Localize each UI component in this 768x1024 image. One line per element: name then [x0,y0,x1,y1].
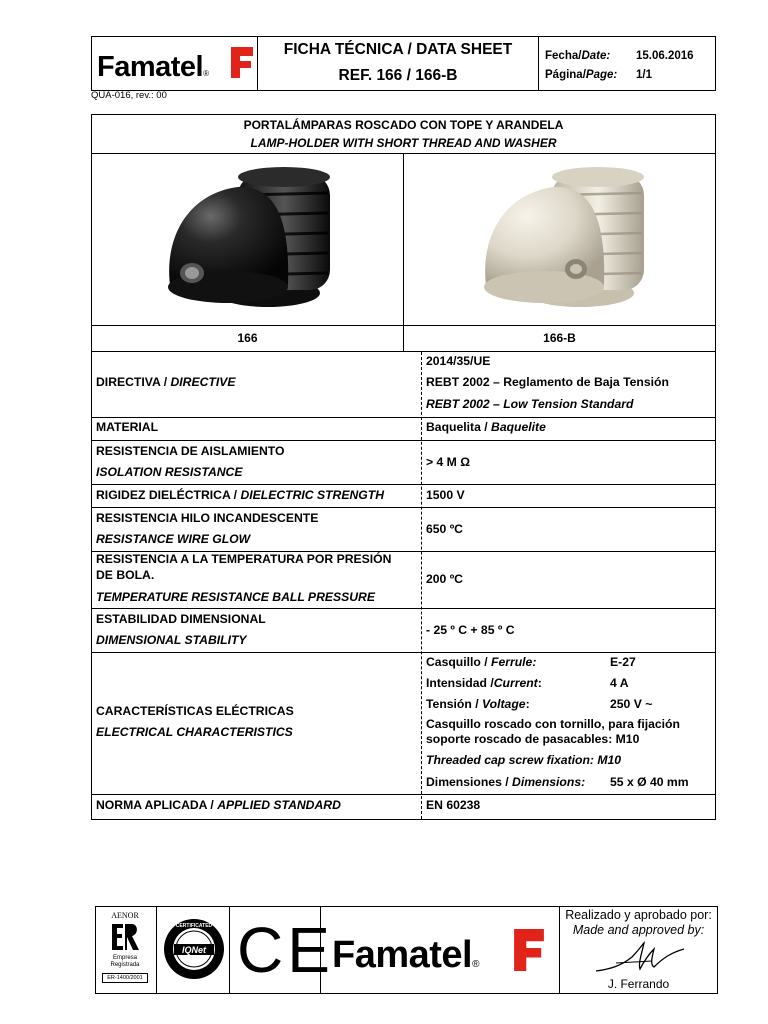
iqnet-seal-icon [162,917,226,981]
stability-label-es: ESTABILIDAD DIMENSIONAL [96,612,266,626]
directive-label: DIRECTIVA / DIRECTIVE [96,375,236,389]
date-label: Fecha/Date: [545,50,611,62]
ce-mark [229,907,334,993]
current-value: 4 A [610,676,629,690]
document-footer [95,906,718,994]
approved-by-es: Realizado y aprobado por: [565,908,712,922]
directive-value-1: 2014/35/UE [426,354,491,368]
approved-by-en: Made and approved by: [572,923,705,937]
document-code: QUA-016, rev.: 00 [91,90,167,101]
iqnet-label: IQNet [181,945,207,955]
header-meta-cell [539,37,715,90]
ball-pressure-value: 200 ºC [426,572,463,586]
dielectric-value: 1500 V [426,488,465,502]
standard-value: EN 60238 [426,798,481,812]
product-title-en: LAMP-HOLDER WITH SHORT THREAD AND WASHER [250,136,557,150]
famatel-f-logo-icon [231,47,253,78]
reference-166: 166 [237,331,258,345]
aenor-er-icon [110,922,140,952]
header-logo-cell [92,37,258,90]
isolation-value: > 4 M Ω [426,455,470,469]
voltage-label: Tensión / Voltage: [426,697,530,711]
signature-image [592,939,692,977]
ball-pressure-label-es-1: RESISTENCIA A LA TEMPERATURA POR PRESIÓN [96,552,392,566]
directive-value-2: REBT 2002 – Reglamento de Baja Tensión [426,375,669,389]
electrical-label-es: CARACTERÍSTICAS ELÉCTRICAS [96,704,294,718]
ferrule-value: E-27 [610,655,636,669]
ferrule-label: Casquillo / Ferrule: [426,655,537,669]
page-value: 1/1 [636,69,652,81]
header-title-cell [258,37,539,90]
electrical-label-en: ELECTRICAL CHARACTERISTICS [96,725,293,739]
isolation-label-es: RESISTENCIA DE AISLAMIENTO [96,444,285,458]
material-value: Baquelita / Baquelite [426,420,546,434]
page-label: Página/Page: [545,69,618,81]
spec-table [91,114,716,820]
ce-mark-text: CE [237,914,334,986]
footer-famatel-logo-text: Famatel® [332,934,479,976]
lamp-holder-166-image [150,165,340,315]
current-label: Intensidad /Current: [426,676,542,690]
footer-famatel-f-logo-icon [514,929,544,971]
document-header [91,36,716,91]
svg-text:CERTIFICATED: CERTIFICATED [175,923,213,929]
datasheet-reference: REF. 166 / 166-B [338,67,458,84]
dimensions-label: Dimensiones / Dimensions: [426,775,586,789]
dielectric-label: RIGIDEZ DIELÉCTRICA / DIELECTRIC STRENGTH [96,488,384,502]
voltage-value: 250 V ~ [610,697,653,711]
datasheet-title: FICHA TÉCNICA / DATA SHEET [283,41,513,58]
stability-label-en: DIMENSIONAL STABILITY [96,633,247,647]
aenor-certification-logo: AENOR Empresa Registrada ER-1400/2001 [100,911,150,989]
lamp-holder-166b-image [468,165,658,315]
dimensions-value: 55 x Ø 40 mm [610,775,689,789]
isolation-label-en: ISOLATION RESISTANCE [96,465,243,479]
famatel-logo-text: Famatel® [97,51,209,83]
glow-wire-label-en: RESISTANCE WIRE GLOW [96,532,251,546]
directive-value-3: REBT 2002 – Low Tension Standard [426,397,634,411]
material-label: MATERIAL [96,420,159,434]
reference-166b: 166-B [543,331,576,345]
fixation-es-line-2: soporte roscado de pasacables: M10 [426,732,640,746]
standard-label: NORMA APLICADA / APPLIED STANDARD [96,798,341,812]
ball-pressure-label-es-2: DE BOLA. [96,568,155,582]
product-title-es: PORTALÁMPARAS ROSCADO CON TOPE Y ARANDELA [243,118,564,132]
fixation-es-line-1: Casquillo roscado con tornillo, para fijación [426,717,680,731]
fixation-en: Threaded cap screw fixation: M10 [426,753,622,767]
stability-value: - 25 º C + 85 º C [426,623,515,637]
ball-pressure-label-en: TEMPERATURE RESISTANCE BALL PRESSURE [96,590,375,604]
date-value: 15.06.2016 [636,50,694,62]
glow-wire-value: 650 ºC [426,522,463,536]
glow-wire-label-es: RESISTENCIA HILO INCANDESCENTE [96,511,319,525]
signer-name: J. Ferrando [607,977,670,991]
